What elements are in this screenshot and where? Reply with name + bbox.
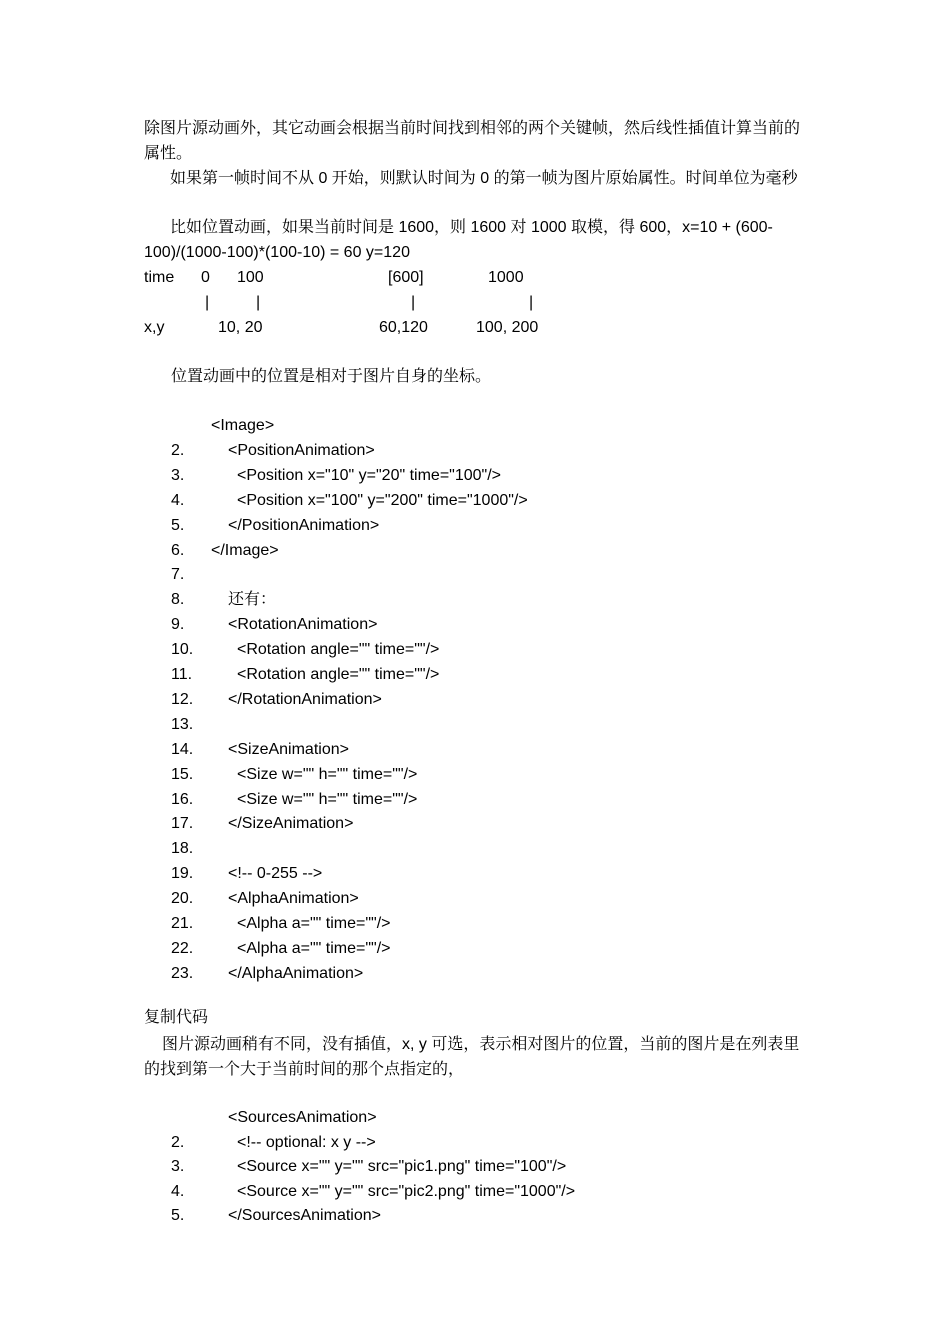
code-text: <AlphaAnimation> <box>228 890 359 908</box>
line-number: 14. <box>171 740 194 758</box>
timeline-xy-label: x,y <box>144 319 165 336</box>
line-number: 2. <box>171 441 185 459</box>
timeline-t0: 0 <box>201 269 210 286</box>
line-number: 15. <box>171 765 194 783</box>
line-number: 4. <box>171 491 185 509</box>
line-number: 23. <box>171 964 194 982</box>
copy-code-link[interactable]: 复制代码 <box>144 1009 209 1026</box>
timeline-v1: 10, 20 <box>218 319 263 336</box>
code-text: <Rotation angle="" time=""/> <box>237 666 440 683</box>
position-note: 位置动画中的位置是相对于图片自身的坐标。 <box>171 368 492 385</box>
code-text: <!-- 0-255 --> <box>228 865 323 883</box>
code-text: <RotationAnimation> <box>228 616 378 634</box>
line-number: 22. <box>171 939 194 957</box>
code-text: <SourcesAnimation> <box>228 1109 377 1126</box>
line-number: 9. <box>171 616 185 634</box>
line-number: 7. <box>171 566 185 584</box>
sources-note-paragraph <box>144 1032 814 1082</box>
code-text: <Source x="" y="" src="pic1.png" time="100"/> <box>237 1158 567 1175</box>
code-text: </RotationAnimation> <box>228 690 382 708</box>
intro-paragraph-1 <box>144 116 814 166</box>
code-text: <Rotation angle="" time=""/> <box>237 641 440 659</box>
code-text: </Image> <box>211 541 279 559</box>
line-number: 2. <box>171 1133 185 1151</box>
line-number: 3. <box>171 466 185 484</box>
line-number: 13. <box>171 715 194 733</box>
timeline-t3: 1000 <box>488 269 524 286</box>
timeline-tick-4: | <box>529 294 534 311</box>
intro-paragraph-3 <box>144 215 814 265</box>
intro-text-1: 除图片源动画外，其它动画会根据当前时间找到相邻的两个关键帧，然后线性插值计算当前的属性。 <box>144 120 801 162</box>
line-number: 11. <box>171 666 193 683</box>
code-text: </AlphaAnimation> <box>228 964 364 982</box>
line-number: 20. <box>171 890 194 908</box>
timeline-tick-1: | <box>205 294 210 311</box>
code-text: <Size w="" h="" time=""/> <box>237 790 418 808</box>
code-text: </SourcesAnimation> <box>228 1207 381 1224</box>
code-text: <Alpha a="" time=""/> <box>237 915 391 932</box>
line-number: 6. <box>171 541 185 559</box>
line-number: 18. <box>171 840 194 858</box>
code-text: 还有： <box>228 591 277 609</box>
line-number: 12. <box>171 690 194 708</box>
line-number: 10. <box>171 641 194 659</box>
timeline-time-label: time <box>144 269 175 286</box>
code-text: <Alpha a="" time=""/> <box>237 939 391 957</box>
timeline-v3: 100, 200 <box>476 319 539 336</box>
line-number: 19. <box>171 865 194 883</box>
code-text: <Source x="" y="" src="pic2.png" time="1000"/> <box>237 1182 576 1200</box>
line-number: 21. <box>171 915 194 932</box>
sources-note-text: 图片源动画稍有不同，没有插值，x, y 可选，表示相对图片的位置，当前的图片是在列表里的找到第一个大于当前时间的那个点指定的， <box>144 1036 800 1078</box>
code-text: <Size w="" h="" time=""/> <box>237 765 418 783</box>
code-text: <PositionAnimation> <box>228 441 375 459</box>
line-number: 8. <box>171 591 185 609</box>
timeline-t1: 100 <box>237 269 264 286</box>
code-text: <Position x="10" y="20" time="100"/> <box>237 466 502 484</box>
code-text: <!-- optional: x y --> <box>237 1133 376 1151</box>
line-number: 5. <box>171 1207 185 1224</box>
timeline-v2: 60,120 <box>379 319 428 336</box>
timeline-t2: [600] <box>388 269 424 286</box>
line-number: 16. <box>171 790 194 808</box>
code-text: <Position x="100" y="200" time="1000"/> <box>237 491 528 509</box>
line-number: 3. <box>171 1158 185 1175</box>
code-text: </PositionAnimation> <box>228 516 380 534</box>
timeline-tick-3: | <box>411 294 416 311</box>
intro-paragraph-2 <box>144 166 814 191</box>
line-number: 17. <box>171 815 194 833</box>
timeline-tick-2: | <box>256 294 261 311</box>
code-text: </SizeAnimation> <box>228 815 354 833</box>
line-number: 4. <box>171 1182 185 1200</box>
intro-text-2: 如果第一帧时间不从 0 开始，则默认时间为 0 的第一帧为图片原始属性。时间单位为毫秒 <box>170 170 798 187</box>
code-text: <Image> <box>211 417 275 434</box>
code-text: <SizeAnimation> <box>228 740 349 758</box>
intro-text-3: 比如位置动画，如果当前时间是 1600，则 1600 对 1000 取模，得 600，x=10 + (600-100)/(1000-100)*(100-10) = 60 y=120 <box>144 219 773 261</box>
line-number: 5. <box>171 516 185 534</box>
